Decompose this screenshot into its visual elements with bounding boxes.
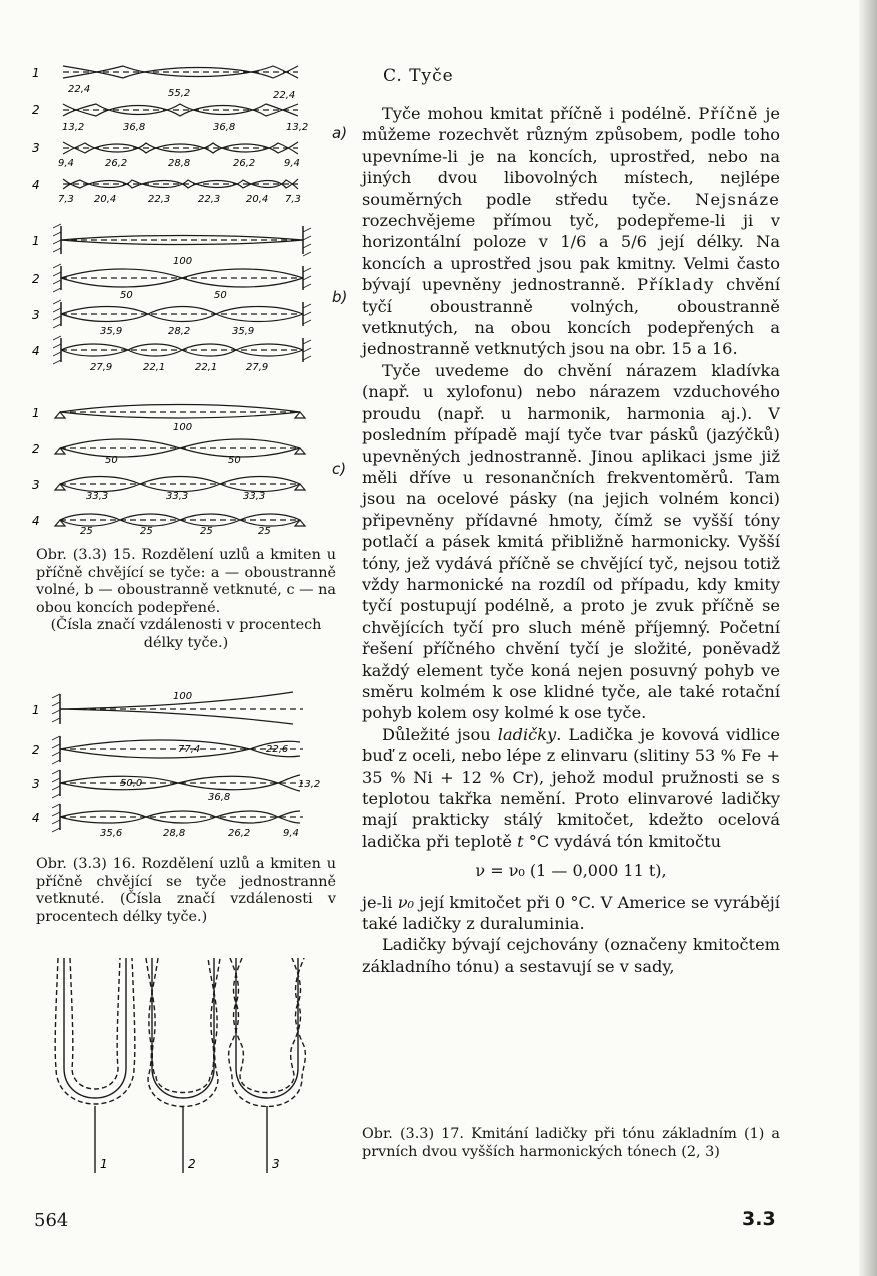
fig15a-label: 7,3 xyxy=(285,194,301,205)
fig15a-label: 26,2 xyxy=(233,158,256,169)
fig16-label: 13,2 xyxy=(298,779,321,790)
fig15b-label: 50 xyxy=(214,290,227,301)
fig15b-label: 100 xyxy=(173,256,193,267)
fig16-label: 9,4 xyxy=(283,828,299,839)
fig16-label: 50,0 xyxy=(120,778,143,789)
fig15a-label: 22,3 xyxy=(148,194,171,205)
paragraph-3-b: . Ladička je kovová vidlice buď z oceli, nebo lépe z elinvaru (slitiny 53 % Fe + 35 % Ni + 12 % Cr), jehož modul pružnosti se s teplotou takřka nemění. Proto elinvarové ladičky mají prakticky stálý kmitočet, kdežto ocelová ladička při teplotě xyxy=(362,724,780,851)
paragraph-4-a: je-li xyxy=(362,892,393,912)
fig15a-label: 7,3 xyxy=(58,194,74,205)
paragraph-3-c: °C vydává tón kmitočtu xyxy=(528,831,722,851)
fig16-label: 35,6 xyxy=(100,828,123,839)
fig15c-row-4: 4 xyxy=(32,514,40,528)
paragraph-3-a: jsou xyxy=(457,724,491,744)
fig15a-label: 9,4 xyxy=(284,158,300,169)
fig15c-label: 50 xyxy=(228,455,241,466)
fig15b-row-4: 4 xyxy=(32,344,40,358)
fig15c-label: 25 xyxy=(80,526,93,537)
fig15a-label: 36,8 xyxy=(213,122,236,133)
fig16-row-3: 3 xyxy=(32,777,40,791)
fig16-label: 36,8 xyxy=(208,792,231,803)
figure-15-caption xyxy=(36,547,336,652)
fig15a-label: 13,2 xyxy=(286,122,309,133)
fig15c-row-1: 1 xyxy=(32,406,40,420)
page-number: 564 xyxy=(34,1210,69,1231)
fig15a-label: 9,4 xyxy=(58,158,74,169)
word-nejsnaze: Nejsnáze xyxy=(695,189,780,209)
fig15a-label: 36,8 xyxy=(123,122,146,133)
fig16-row-1: 1 xyxy=(32,703,40,717)
paragraph-5: Ladičky bývají cejchovány (označeny kmitočtem základního tónu) a sestavují se v sady, xyxy=(362,935,780,976)
section-heading: C. Tyče xyxy=(383,66,454,86)
main-text xyxy=(362,103,780,977)
fig15c-label: 33,3 xyxy=(243,491,266,502)
formula: ν = ν₀ (1 — 0,000 11 t), xyxy=(475,861,667,881)
word-priklady: Příklady xyxy=(637,275,715,295)
fig15c-label: 50 xyxy=(105,455,118,466)
fig15a-label: 22,3 xyxy=(198,194,221,205)
fig15b-row-3: 3 xyxy=(32,308,40,322)
fig16-label: 77,4 xyxy=(178,744,201,755)
fig16-label: 100 xyxy=(173,691,193,702)
figure-16 xyxy=(28,684,328,844)
fig15c-label: 33,3 xyxy=(166,491,189,502)
fig15a-row-4: 4 xyxy=(32,178,40,192)
fig17-label-2: 2 xyxy=(188,1157,196,1171)
fig15b-label: 22,1 xyxy=(143,362,166,373)
fig15a-label: 26,2 xyxy=(105,158,128,169)
fig15b-label: 28,2 xyxy=(168,326,191,337)
figure-16-caption: Obr. (3.3) 16. Rozdělení uzlů a kmiten u příčně chvějící se tyče jednostranně vetknuté. (Čísla značí vzdálenosti v procentech délky tyče.) xyxy=(36,856,336,925)
fig15a-row-3: 3 xyxy=(32,141,40,155)
figure-15-caption-note: (Čísla značí vzdálenosti v procentech délky tyče.) xyxy=(50,617,322,651)
group-label-b: b) xyxy=(332,288,348,306)
section-number: 3.3 xyxy=(742,1208,776,1230)
fig15a-label: 28,8 xyxy=(168,158,191,169)
fig15b-row-1: 1 xyxy=(32,234,40,248)
paragraph-1-a: mohou kmitat příčně i podélně. xyxy=(427,104,692,123)
fig15a-label: 20,4 xyxy=(94,194,117,205)
fig15a-row-1: 1 xyxy=(32,66,40,80)
group-label-a: a) xyxy=(332,124,348,142)
fig15b-label: 27,9 xyxy=(90,362,113,373)
figure-17-caption: Obr. (3.3) 17. Kmitání ladičky při tónu základním (1) a prvních dvou vyšších harmonických tónech (2, 3) xyxy=(362,1126,780,1160)
paragraph-1-b: je můžeme rozechvět různým způsobem, podle toho upevníme-li je na koncích, uprostřed, nebo na jiných dvou libovolných místech, nejlépe souměrných podle středu tyče. xyxy=(362,104,780,209)
word-ladicky: ladičky xyxy=(497,724,557,744)
paragraph-2: Tyče uvedeme do chvění nárazem kladívka (např. u xylofonu) nebo nárazem vzduchového proudu (např. u harmonik, harmonia aj.). V posledním případě mají tyče tvar pásků (jazýčků) upevněných jednostranně. Jinou aplikaci jsme již měli dříve u resonančních frekventoměrů. Tam jsou na ocelové pásky (na jejich volném konci) připevněny přídavné hmoty, čímž se vyšší tóny potlačí a pásek kmitá přibližně harmonicky. Vyšší tóny, jež vydává příčně se chvějící tyč, nejsou totiž vždy harmonické na rozdíl od případu, kdy kmity tyčí postupují podélně, a proto je zvuk příčně se chvějících tyčí pro sluch méně příjemný. Početní řešení příčného chvění tyčí je složité, poněvadž každý element tyče koná nejen posuvný pohyb ve směru kolmém k ose klidné tyče, ale také rotační pohyb kolem osy kolmé k ose tyče. xyxy=(362,360,780,723)
fig17-label-1: 1 xyxy=(100,1157,108,1171)
fig16-label: 26,2 xyxy=(228,828,251,839)
fig16-label: 22,6 xyxy=(266,744,289,755)
fig15c-label: 25 xyxy=(258,526,271,537)
fig15c-row-2: 2 xyxy=(32,442,40,456)
fig17-label-3: 3 xyxy=(272,1157,280,1171)
paragraph-4-b: její kmitočet při 0 °C. V Americe se vyrábějí také ladičky z duraluminia. xyxy=(362,892,780,934)
figure-15 xyxy=(28,58,348,540)
fig15a-label: 20,4 xyxy=(246,194,269,205)
fig15a-label: 22,4 xyxy=(68,84,91,95)
fig15a-label: 13,2 xyxy=(62,122,85,133)
page-edge-shadow xyxy=(859,0,877,1276)
paragraph-3 xyxy=(362,724,780,852)
paragraph-1-c: rozechvějeme přímou tyč, podepřeme-li ji v horizontální poloze v 1/6 a 5/6 její délky. Na koncích a uprostřed jsou pak kmitny. Velmi často bývají upevněny jednostranně. xyxy=(362,211,780,295)
group-label-c: c) xyxy=(332,460,347,478)
var-t: t xyxy=(517,831,524,851)
fig15b-label: 35,9 xyxy=(232,326,255,337)
fig15a-row-2: 2 xyxy=(32,103,40,117)
paragraph-1-d: chvění tyčí oboustranně volných, oboustranně vetknutých, na obou koncích podepřených a jednostranně vetknutých jsou na obr. 15 a 16. xyxy=(362,275,780,359)
word-pricne: Příčně xyxy=(698,104,759,123)
fig15b-label: 35,9 xyxy=(100,326,123,337)
word-tyce: Tyče xyxy=(382,104,421,123)
figure-15-caption-text: Obr. (3.3) 15. Rozdělení uzlů a kmiten u příčně chvějící se tyče: a — oboustranně volné, b — oboustranně vetknuté, c — na obou koncích podepřené. xyxy=(36,547,336,616)
figure-17 xyxy=(50,958,310,1188)
fig15a-label: 22,4 xyxy=(273,90,296,101)
fig15c-label: 100 xyxy=(173,422,193,433)
fig16-row-4: 4 xyxy=(32,811,40,825)
word-dulezite: Důležité xyxy=(382,724,450,744)
fig15b-label: 22,1 xyxy=(195,362,218,373)
fig15a-label: 55,2 xyxy=(168,88,191,99)
fig15c-row-3: 3 xyxy=(32,478,40,492)
var-nu0: ν₀ xyxy=(397,892,415,912)
fig15b-row-2: 2 xyxy=(32,272,40,286)
paragraph-4 xyxy=(362,892,780,935)
fig16-label: 28,8 xyxy=(163,828,186,839)
fig15c-label: 25 xyxy=(140,526,153,537)
fig15b-label: 50 xyxy=(120,290,133,301)
fig15b-label: 27,9 xyxy=(246,362,269,373)
fig15c-label: 25 xyxy=(200,526,213,537)
fig16-row-2: 2 xyxy=(32,743,40,757)
fig15c-label: 33,3 xyxy=(86,491,109,502)
paragraph-1 xyxy=(362,103,780,360)
